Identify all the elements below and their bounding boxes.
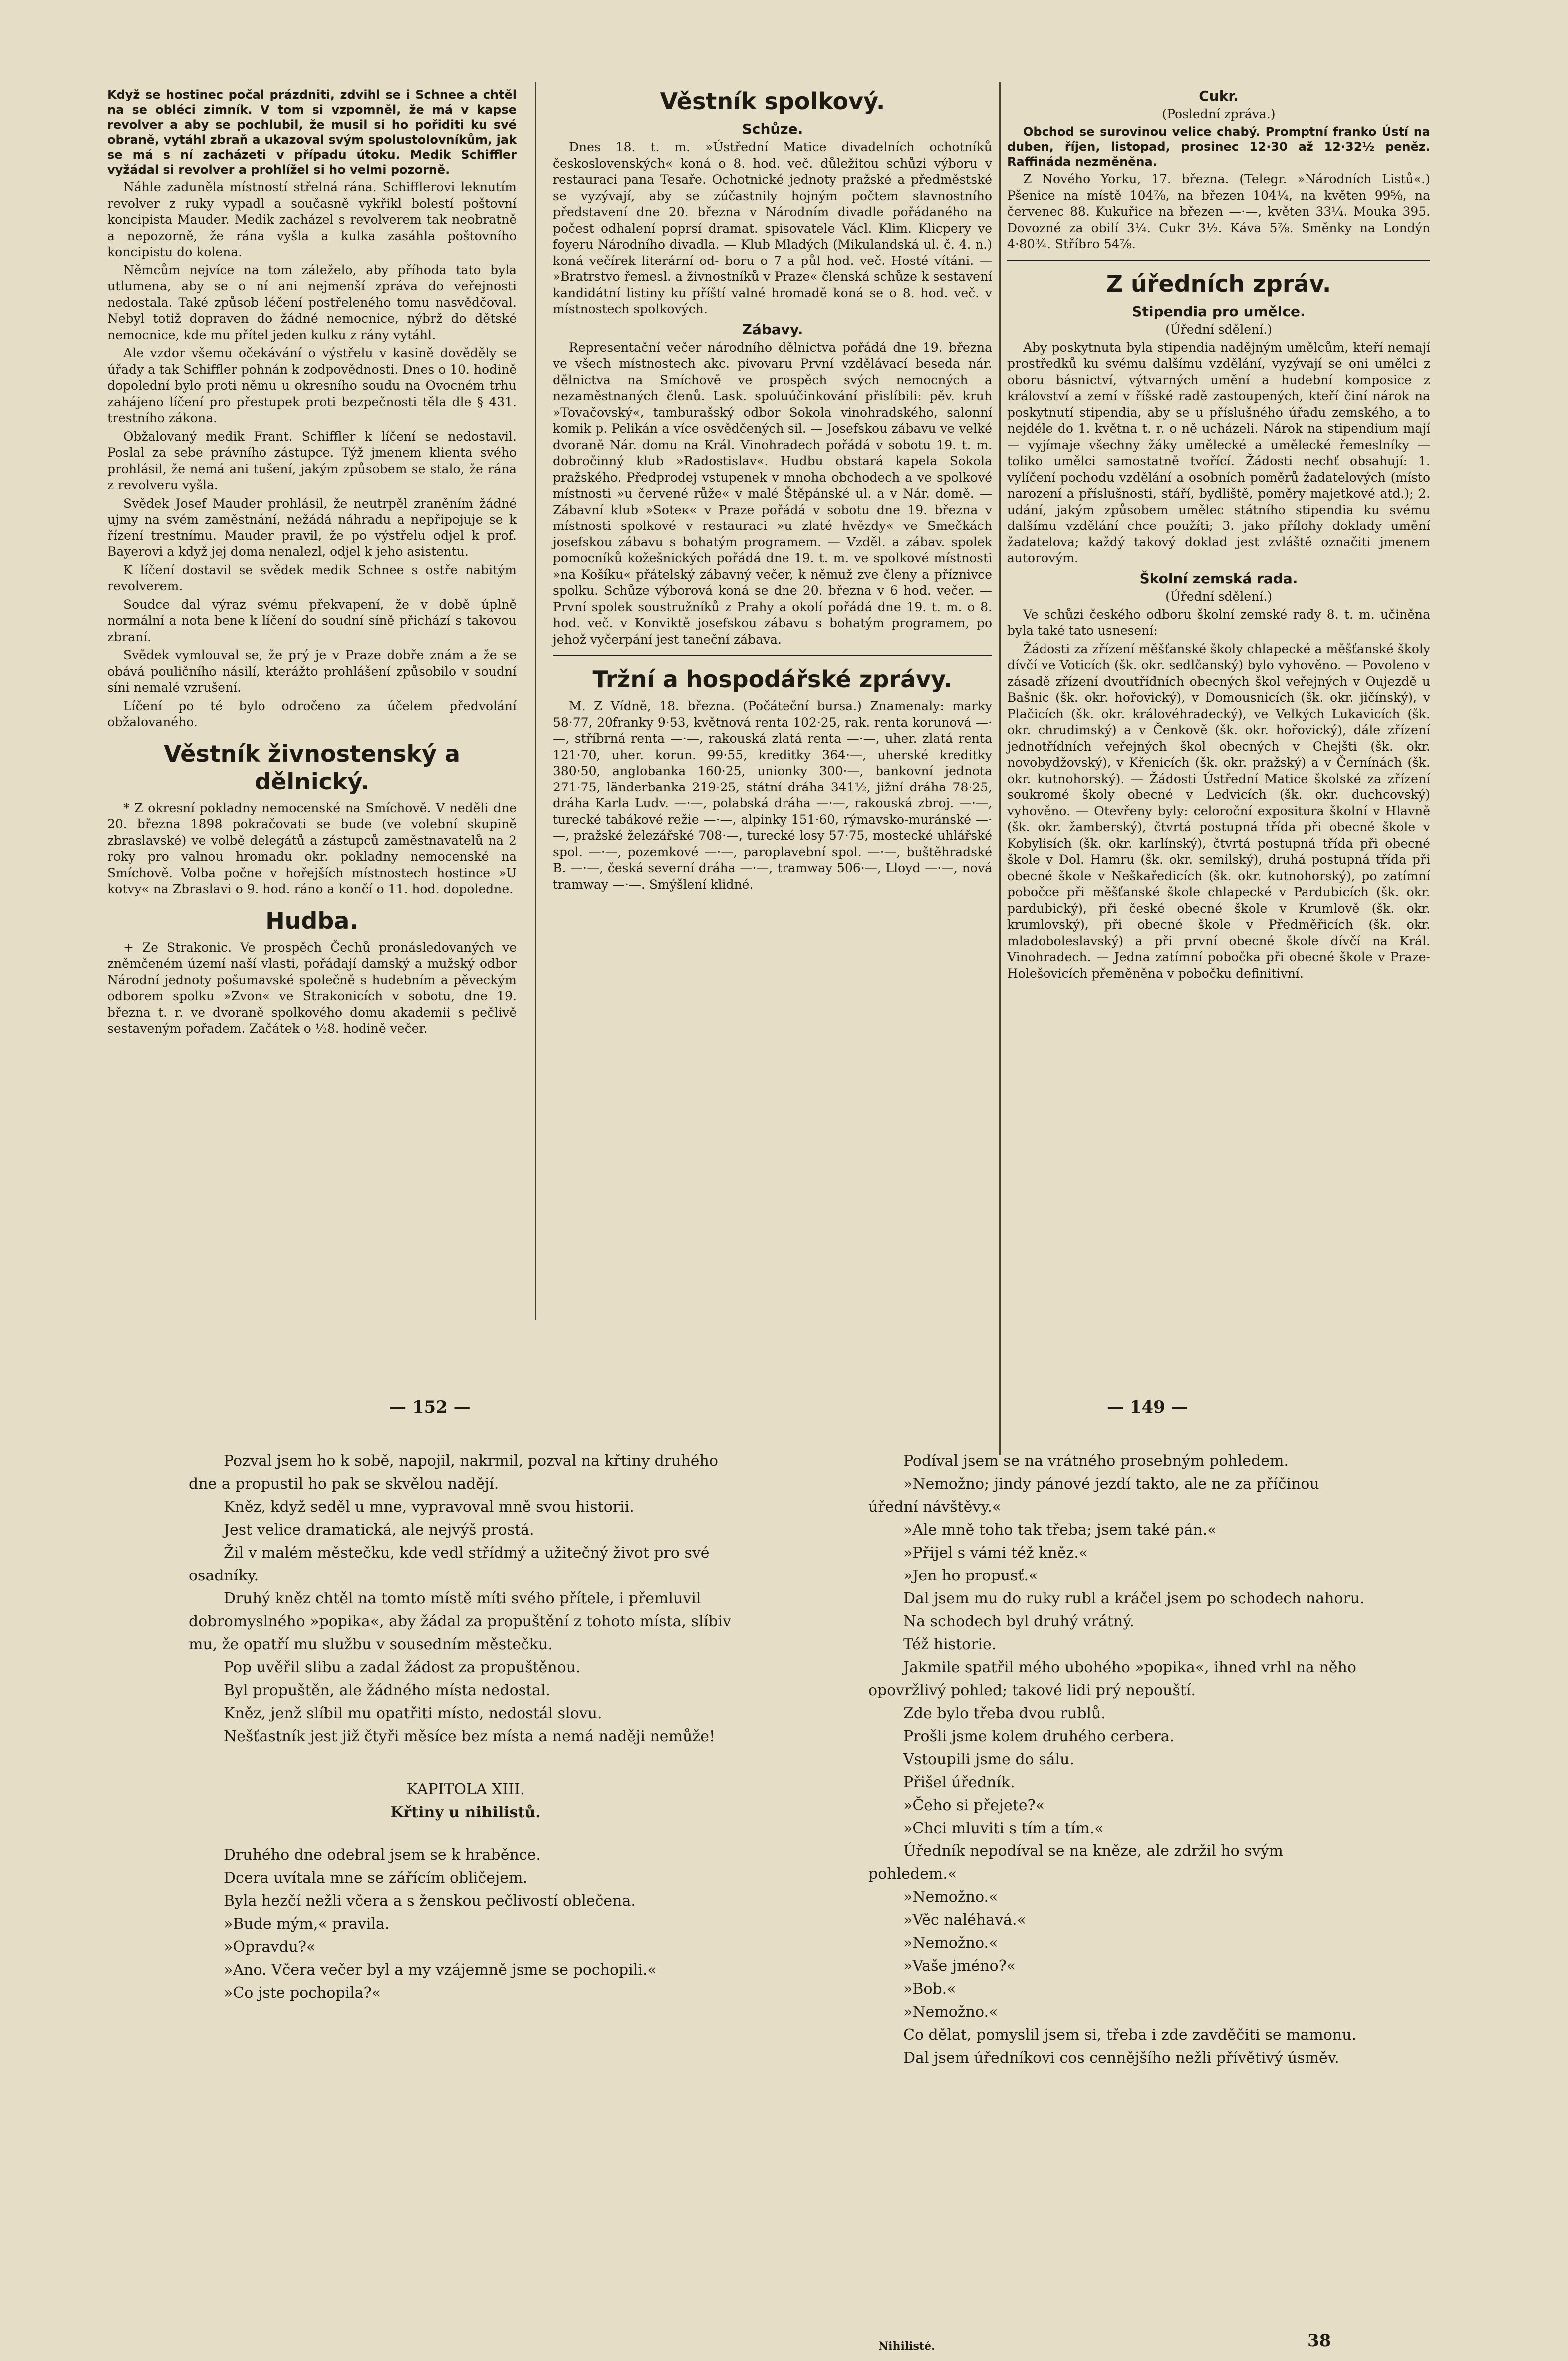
article-paragraph: M. Z Vídně, 18. března. (Počáteční bursa.) Znamenaly: marky 58·77, 20franky 9·53, květnová renta 102·25, rak. renta korunová —·—, stříbrná renta —·—, rakouská zlatá renta —·—, uher. zlatá renta 121·70, uher. korun. 99·55, kreditky 364·—, uherské kreditky 380·50, anglobanka 160·25, unionky 300·—, bankovní jednota 271·75, länderbanka 219·25, státní dráha 341½, jižní dráha 78·25, dráha Karla Ludv. —·—, polabská dráha —·—, rakouská zbroj. —·—, turecké tabákové režie —·—, alpinky 151·60, rýmavsko-muránské —·—, pražské železářské 708·—, turecké losy 57·75, mostecké uhlářské spol. —·—, pozemkové —·—, paroplavební spol. —·—, buštěhradské B. —·—, česká severní dráha —·—, tramway 506·—, Lloyd —·—, nová tramway —·—. Smýšlení klidné. <box>553 699 992 892</box>
feuilleton-paragraph: »Nemožno.« <box>903 2003 998 2021</box>
feuilleton-paragraph: »Nemožno.« <box>903 1934 998 1952</box>
feuilleton-paragraph: »Ale mně toho tak třeba; jsem také pán.« <box>903 1521 1217 1539</box>
feuilleton-paragraph: »Nemožno; jindy pánové jezdí takto, ale ne za příčinou úřední návštěvy.« <box>868 1475 1319 1516</box>
article-paragraph: Když se hostinec počal prázdniti, zdvihl se i Schnee a chtěl na se obléci zimník. V tom si vzpomněl, že má v kapse revolver a aby se pochlubil, že musil si ho pořiditi ku své obraně, vytáhl zbraň a ukazoval svým spolustolovníkům, jak se má s ní zacházeti v případu útoku. Medik Schiffler vyžádal si revolver a prohlížel si ho velmi pozorně. <box>107 88 517 177</box>
feuilleton-paragraph: Byla hezčí nežli včera a s ženskou pečlivostí oblečena. <box>224 1892 636 1910</box>
chapter-title: Křtiny u nihilistů. <box>390 1804 541 1821</box>
section-heading: Tržní a hospodářské zprávy. <box>592 666 953 693</box>
feuilleton-paragraph: Jakmile spatřil mého ubohého »popika«, ihned vrhl na něho opovržlivý pohled; takové lidi prý nepouští. <box>868 1659 1356 1699</box>
feuilleton-paragraph: »Věc naléhavá.« <box>903 1911 1026 1929</box>
page-number: — 152 — <box>389 1397 471 1417</box>
subheading: Školní zemská rada. <box>1139 570 1298 587</box>
feuilleton-paragraph: »Bob.« <box>903 1980 956 1998</box>
feuilleton-paragraph: »Chci mluviti s tím a tím.« <box>903 1820 1104 1837</box>
feuilleton-paragraph: »Ano. Včera večer byl a my vzájemně jsme se pochopili.« <box>224 1961 657 1979</box>
feuilleton-paragraph: »Čeho si přejete?« <box>903 1797 1045 1814</box>
feuilleton-left <box>189 1450 743 2005</box>
feuilleton-paragraph: »Co jste pochopila?« <box>224 1984 381 2002</box>
section-heading: Věstník živnostenský a dělnický. <box>164 740 460 795</box>
feuilleton-paragraph: »Přijel s vámi též kněz.« <box>903 1544 1088 1562</box>
feuilleton-paragraph: Dal jsem mu do ruky rubl a kráčel jsem po schodech nahoru. <box>903 1590 1365 1607</box>
feuilleton-paragraph: Zde bylo třeba dvou rublů. <box>903 1705 1106 1722</box>
feuilleton-paragraph: Co dělat, pomyslil jsem si, třeba i zde zavděčiti se mamonu. <box>903 2026 1357 2044</box>
feuilleton-paragraph: »Vaše jméno?« <box>903 1957 1016 1975</box>
feuilleton-paragraph: Jest velice dramatická, ale nejvýš prostá. <box>224 1521 534 1539</box>
column-right <box>1007 87 1430 984</box>
article-paragraph: Náhle zaduněla místností střelná rána. Schifflerovi leknutím revolver z ruky vypadl a současně vykřikl bolestí poštovní koncipista Mauder. Medik zacházel s revolverem tak neobratně a nepozorně, že rána vyšla a kulka zasáhla poštovního koncipistu do kolena. <box>107 180 517 259</box>
section-heading: Z úředních zpráv. <box>1106 270 1331 297</box>
article-paragraph: Líčení po té bylo odročeno za účelem předvolání obžalovaného. <box>107 698 517 729</box>
column-middle <box>553 87 992 895</box>
feuilleton-paragraph: Přišel úředník. <box>903 1774 1015 1791</box>
article-paragraph: * Z okresní pokladny nemocenské na Smíchově. V neděli dne 20. března 1898 pokračovati se bude (ve volební skupině zbraslavské) ve volbě delegátů a zástupců zaměstnavatelů na 2 roky pro valnou hromadu okr. pokladny nemocenské na Smíchově. Volba počne v hořejších místnostech hostince »U kotvy« na Zbraslavi o 9. hod. ráno a končí o 11. hod. dopoledne. <box>107 800 517 896</box>
feuilleton-footer-number: 38 <box>1307 2331 1331 2351</box>
feuilleton-paragraph: Žil v malém městečku, kde vedl střídmý a užitečný život pro své osadníky. <box>189 1544 710 1584</box>
feuilleton-footer-title: Nihilisté. <box>878 2340 935 2353</box>
feuilleton-paragraph: »Opravdu?« <box>224 1938 316 1956</box>
feuilleton-paragraph: »Jen ho propusť.« <box>903 1567 1038 1584</box>
feuilleton-paragraph: Kněz, jenž slíbil mu opatřiti místo, nedostál slovu. <box>224 1705 602 1722</box>
divider <box>553 655 992 656</box>
subheading: Zábavy. <box>742 321 803 338</box>
feuilleton-paragraph: Vstoupili jsme do sálu. <box>903 1751 1074 1768</box>
subheading: Schůze. <box>742 121 803 137</box>
article-paragraph: Žádosti za zřízení měšťanské školy chlapecké a měšťanské školy dívčí ve Voticích (šk. okr. sedlčanský) bylo vyhověno. — Povoleno v zásadě zřízení dvoutřídních obecných škol veřejných v Oujezdě u Bašnic (šk. okr. hořovický), v Domousnicích (šk. okr. jičínský), v Plačicích (šk. okr. královéhradecký), ve Velkých Lukavicích (šk. okr. chrudimský) a v Čenkově (šk. okr. hořovický), dále zřízení jednotřídních veřejných škol obecných v Chejšti (šk. okr. novobydžovský), v Křenicích (šk. okr. pražský) a v Černínách (šk. okr. kutnohorský). — Žádosti Ústřední Matice školské za zřízení soukromé školy obecné v Ledvicích (šk. okr. duchcovský) vyhověno. — Otevřeny byly: celoroční expositura školní v Hlavně (šk. okr. žamberský), čtvrtá postupná třída při obecné škole v Kobylisích (šk. okr. karlínský), čtvrtá postupná třída při obecné škole v Dol. Hamru (šk. okr. semilský), druhá postupná třída při obecné škole v Neškaředicích (šk. okr. kutnohorský), po zatímní pobočce při měšťanské škole chlapecké v Pardubicích (šk. okr. pardubický), při české obecné škole v Krumlově (šk. okr. krumlovský), při obecné škole v Předměřicích (šk. okr. mladoboleslavský) a při první obecné škole dívčí na Král. Vinohradech. — Jedna zatímní pobočka při obecné škole v Praze-Holešovicích přeměněna v pobočku definitivní. <box>1007 641 1430 981</box>
feuilleton-right <box>868 1450 1367 2070</box>
subheading-note: (Úřední sdělení.) <box>1165 322 1272 337</box>
feuilleton-paragraph: Druhý kněz chtěl na tomto místě míti svého přítele, i přemluvil dobromyslného »popika«, aby žádal za propuštění z tohoto místa, slíbiv mu, že opatří mu službu v sousedním městečku. <box>189 1590 731 1653</box>
article-paragraph: Z Nového Yorku, 17. března. (Telegr. »Národních Listů«.) Pšenice na místě 104⅞, na březen 104¼, na květen 99⅝, na červenec 88. Kukuřice na březen —·—, květen 33¼. Mouka 395. Dovozné za obilí 3¼. Cukr 3½. Káva 5⅞. Směnky na Londýn 4·80¾. Stříbro 54⅞. <box>1007 172 1430 251</box>
feuilleton-paragraph: Byl propuštěn, ale žádného místa nedostal. <box>224 1682 551 1699</box>
subheading-note: (Úřední sdělení.) <box>1165 589 1272 604</box>
article-paragraph: K líčení dostavil se svědek medik Schnee s ostře nabitým revolverem. <box>107 562 517 593</box>
feuilleton-paragraph: Též historie. <box>903 1636 997 1653</box>
feuilleton-paragraph: Dcera uvítala mne se zářícím obličejem. <box>224 1869 527 1887</box>
subheading: Cukr. <box>1199 88 1239 104</box>
column-left <box>107 87 517 1039</box>
article-paragraph: Obchod se surovinou velice chabý. Promptní franko Ústí na duben, říjen, listopad, prosinec 12·30 až 12·32½ peněz. Raffináda nezměněna. <box>1007 125 1430 169</box>
divider <box>1007 260 1430 261</box>
feuilleton-paragraph: Prošli jsme kolem druhého cerbera. <box>903 1728 1175 1745</box>
article-paragraph: Obžalovaný medik Frant. Schiffler k líčení se nedostavil. Poslal za sebe právního zástupce. Týž jmenem klienta svého prohlásil, že nemá ani tušení, jakým způsobem se stalo, že rána z revolveru vyšla. <box>107 429 517 492</box>
article-paragraph: Němcům nejvíce na tom záleželo, aby příhoda tato byla utlumena, aby se o ní ani nejmenší zpráva do veřejnosti nedostala. Také způsob léčení postřeleného tomu nasvědčoval. Nebyl totiž dopraven do žádné nemocnice, nýbrž do dětské nemocnice, kde mu přítel jeden kulku z rány vytáhl. <box>107 262 517 342</box>
feuilleton-paragraph: Dal jsem úředníkovi cos cennějšího nežli přívětivý úsměv. <box>903 2049 1339 2067</box>
article-paragraph: Dnes 18. t. m. »Ústřední Matice divadelních ochotníků československých« koná o 8. hod. več. důležitou schůzi výboru v restauraci pana Tesaře. Ochotnické jednoty pražské a předměstské se vyzývají, aby se zúčastnily hojným počtem slavnostního představení dne 20. března v Národním divadle pořádaného na počest odhalení poprsí dramat. spisovatele Václ. Klim. Klicpery ve foyeru Národního divadla. — Klub Mladých (Mikulandská ul. č. 4. n.) koná večírek literární od- boru o 7 a půl hod. več. Hosté vítáni. — »Bratrstvo řemesl. a živnostníků v Praze« členská schůze k sestavení kandidátní listiny ku příští valné hromadě koná se o 8. hod. več. v místnostech spolkových. <box>553 140 992 316</box>
feuilleton-paragraph: Druhého dne odebral jsem se k hraběnce. <box>224 1846 541 1864</box>
article-paragraph: Ve schůzi českého odboru školní zemské rady 8. t. m. učiněna byla také tato usnesení: <box>1007 607 1430 638</box>
article-paragraph: Representační večer národního dělnictva pořádá dne 19. března ve všech místnostech akc. pivovaru První vzdělávací beseda nár. dělnictva na Smíchově ve prospěch svých nemocných a nezaměstnaných členů. Lask. spoluúčinkování přislíbili: pěv. kruh »Tovačovský«, tamburašský odbor Sokola vinohradského, salonní komik p. Pelikán a více osvědčených sil. — Josefskou zábavu ve velké dvoraně Nár. domu na Král. Vinohradech pořádá v sobotu 19. t. m. dobročinný klub »Radostislav«. Hudbu obstará kapela Sokola pražského. Předprodej vstupenek v mnoha obchodech a ve spolkové místnosti »u červené růže« v malé Štěpánské ul. a v Nár. domě. — Zábavní klub »Soteк« v Praze pořádá v sobotu dne 19. března v místnosti spolkové v restauraci »u zlaté hvězdy« ve Smečkách josefskou zábavu s bohatým programem. — Vzděl. a zábav. spolek pomocníků kožešnických pořádá dne 19. t. m. ve spolkové místnosti »na Košíku« přátelský zábavný večer, k němuž zve členy a příznivce spolku. Schůze výborová koná se dne 20. března v 6 hod. večer. — První spolek soustružníků z Prahy a okolí pořádá dne 19. t. m. o 8. hod. več. v Konviktě josefskou zábavu s bohatým programem, po jehož vyčerpání jest taneční zábava. <box>553 340 992 647</box>
feuilleton-paragraph: Podíval jsem se na vrátného prosebným pohledem. <box>903 1452 1289 1470</box>
feuilleton-paragraph: Úředník nepodíval se na kněze, ale zdržil ho svým pohledem.« <box>868 1842 1283 1883</box>
feuilleton-paragraph: Pop uvěřil slibu a zadal žádost za propuštěnou. <box>224 1659 581 1676</box>
column-divider <box>999 82 1001 1455</box>
feuilleton-paragraph: Nešťastník jest již čtyři měsíce bez místa a nemá naději nemůže! <box>224 1728 715 1745</box>
article-paragraph: Aby poskytnuta byla stipendia nadějným umělcům, kteří nemají prostředků ku svému dalšímu vzdělání, vyzývají se oni umělci z oboru básnictví, výtvarných umění a hudební komposice z království a zemí v říšské radě zastoupených, kteří činí nárok na poskytnutí stipendia, aby se u příslušného úřadu zemského, a to nejdéle do 1. května t. r. o ně ucházeli. Nárok na stipendium mají — vyjímaje všechny žáky umělecké a umělecké řemeslníky — toliko umělci samostatně tvořící. Žádosti nechť obsahují: 1. vylíčení pochodu vzdělání a osobních poměrů žadatelových (místo narození a příslušnosti, stáří, bydliště, poměry majetkové atd.); 2. udání, jakým způsobem umělec státního stipendia ku svému dalšímu vzdělání chce použíti; 3. jako přílohy doklady umění žadatelova; každý takový doklad jest zvláště označiti jmenem autorovým. <box>1007 340 1430 565</box>
feuilleton-paragraph: Pozval jsem ho k sobě, napojil, nakrmil, pozval na křtiny druhého dne a propustil ho pak se skvělou nadějí. <box>189 1452 718 1493</box>
subheading: Stipendia pro umělce. <box>1132 303 1306 320</box>
article-paragraph: Soudce dal výraz svému překvapení, že v době úplně normální a nota bene k líčení do soudní síně přichází s takovou zbraní. <box>107 597 517 644</box>
page-number: — 149 — <box>1107 1397 1188 1417</box>
article-paragraph: Svědek Josef Mauder prohlásil, že neutrpěl zraněním žádné ujmy na svém zaměstnání, nežádá náhradu a nepřipojuje se k řízení trestnímu. Mauder pravil, že po výstřelu odjel k prof. Bayerovi a když jej doma nenalezl, odjel k jeho asistentu. <box>107 496 517 559</box>
feuilleton-paragraph: Kněz, když seděl u mne, vypravoval mně svou historii. <box>224 1498 634 1516</box>
article-paragraph: Svědek vymlouval se, že prý je v Praze dobře znám a že se obává pouličního násilí, kterážto prohlášení způsobilo v soudní síni nemalé vzrušení. <box>107 648 517 695</box>
section-heading: Hudba. <box>265 907 358 934</box>
feuilleton-paragraph: »Nemožno.« <box>903 1888 998 1906</box>
section-heading: Věstník spolkový. <box>660 88 885 115</box>
feuilleton-paragraph: Na schodech byl druhý vrátný. <box>903 1613 1134 1630</box>
subheading-note: (Poslední zpráva.) <box>1162 107 1276 121</box>
article-paragraph: + Ze Strakonic. Ve prospěch Čechů pronásledovaných ve zněmčeném území naší vlasti, pořádají damský a mužský odbor Národní jednoty pošumavské společně s hudebním a pěveckým odborem spolku »Zvon« ve Strakonicích v sobotu, dne 19. března t. r. ve dvoraně spolkového domu akademii s pečlivě sestaveným pořadem. Začátek o ½8. hodině večer. <box>107 940 517 1036</box>
chapter-number: KAPITOLA XIII. <box>406 1781 525 1798</box>
feuilleton-paragraph: »Bude mým,« pravila. <box>224 1915 390 1933</box>
column-divider <box>535 82 536 1320</box>
article-paragraph: Ale vzdor všemu očekávání o výstřelu v kasině dověděly se úřady a tak Schiffler pohnán k zodpovědnosti. Dnes o 10. hodině dopolední bylo proti němu u okresního soudu na Ovocném trhu zahájeno líčení pro přestupek proti bezpečnosti těla dle § 431. trestního zákona. <box>107 346 517 425</box>
